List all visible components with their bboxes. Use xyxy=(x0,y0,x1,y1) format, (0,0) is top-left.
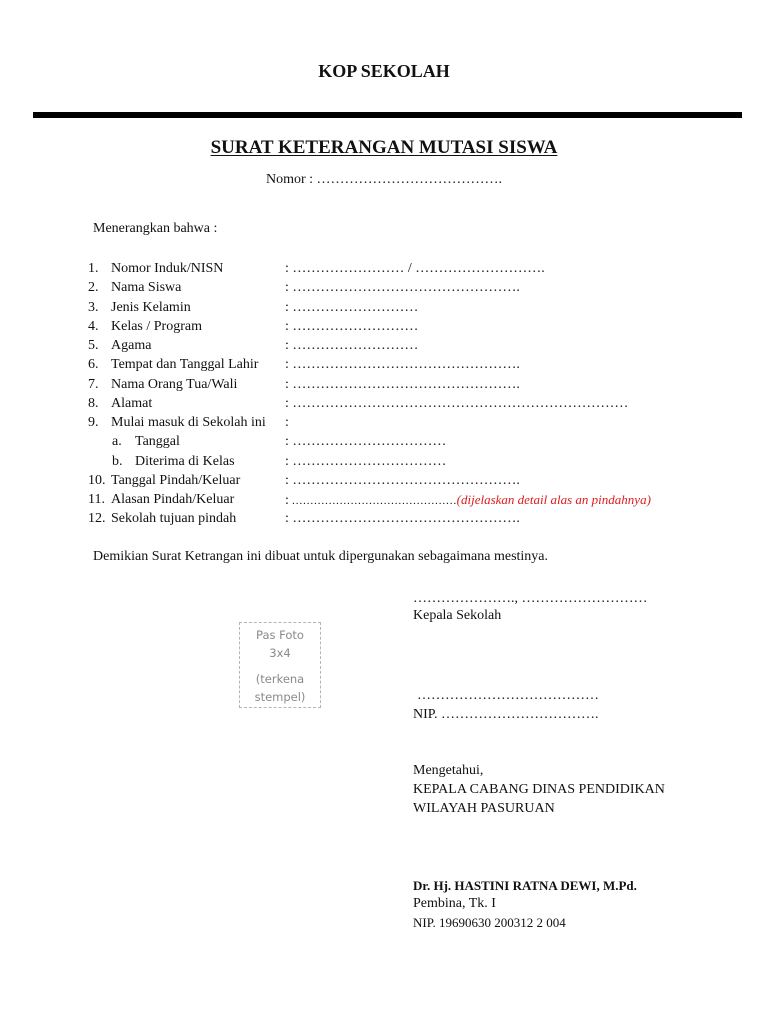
official-rank: Pembina, Tk. I xyxy=(413,896,496,911)
item-label: Diterima di Kelas xyxy=(135,453,235,469)
photo-note-1: (terkena xyxy=(255,672,305,686)
info-row xyxy=(88,259,728,278)
photo-label: Pas Foto xyxy=(256,628,304,642)
principal-role: Kepala Sekolah xyxy=(413,608,502,623)
item-value-text: : …………………… / ………………………. xyxy=(285,261,545,276)
item-value-text: : ……………………… xyxy=(285,338,419,353)
item-number: 8. xyxy=(88,395,99,411)
info-row xyxy=(88,432,728,451)
office-line-1: KEPALA CABANG DINAS PENDIDIKAN xyxy=(413,782,665,797)
item-number: 12. xyxy=(88,511,106,527)
item-number: 4. xyxy=(88,318,99,334)
item-value-placeholder xyxy=(285,278,520,297)
item-value-placeholder xyxy=(285,490,651,511)
item-value-placeholder xyxy=(285,394,628,413)
item-value-text: : …………………………………………. xyxy=(285,280,520,296)
item-value-text: : ……………………………………………………………… xyxy=(285,395,629,411)
item-number: 1. xyxy=(88,261,99,276)
item-label: Kelas / Program xyxy=(111,318,202,334)
header-rule xyxy=(33,112,742,118)
item-value-text: : ……………………… xyxy=(285,299,419,315)
item-number: 7. xyxy=(88,376,99,392)
item-value-dots: ……………………………………… xyxy=(288,495,457,507)
letterhead-title: KOP SEKOLAH xyxy=(318,61,450,81)
principal-nip: NIP. ……………………………. xyxy=(413,707,599,722)
item-value-placeholder xyxy=(285,355,520,374)
item-number: 10. xyxy=(88,472,106,488)
info-row xyxy=(88,452,728,471)
office-line-2: WILAYAH PASURUAN xyxy=(413,801,555,816)
item-label: Nama Siswa xyxy=(111,280,182,296)
item-label: Mulai masuk di Sekolah ini xyxy=(111,415,266,430)
item-number: 6. xyxy=(88,357,99,373)
item-number: 9. xyxy=(88,415,99,430)
item-number: 3. xyxy=(88,299,99,315)
item-label: Sekolah tujuan pindah xyxy=(111,511,237,527)
info-row xyxy=(88,471,728,490)
item-number: a. xyxy=(112,434,122,450)
item-label: Tempat dan Tanggal Lahir xyxy=(111,357,259,373)
item-label: Alamat xyxy=(111,395,153,411)
item-value-text: : …………………………… xyxy=(285,453,447,469)
info-row xyxy=(88,375,728,394)
item-label: Tanggal xyxy=(135,434,180,450)
item-label: Jenis Kelamin xyxy=(111,299,191,315)
item-label: Agama xyxy=(111,338,152,353)
info-row xyxy=(88,394,728,413)
info-row xyxy=(88,355,728,374)
item-value-placeholder xyxy=(285,413,289,432)
item-value-text: : xyxy=(285,493,289,508)
item-value-placeholder xyxy=(285,471,520,490)
item-value-placeholder xyxy=(285,509,520,528)
item-value-placeholder xyxy=(285,259,545,278)
photo-note-2: stempel) xyxy=(254,690,306,704)
item-number: 2. xyxy=(88,280,99,296)
acknowledge-label: Mengetahui, xyxy=(413,763,484,778)
intro-text: Menerangkan bahwa : xyxy=(93,221,218,236)
item-value-text: : xyxy=(285,415,289,430)
official-nip: NIP. 19690630 200312 2 004 xyxy=(413,915,566,930)
item-value-text: : …………………………… xyxy=(285,434,447,450)
item-number: 5. xyxy=(88,338,99,353)
info-row xyxy=(88,490,728,509)
official-name: Dr. Hj. HASTINI RATNA DEWI, M.Pd. xyxy=(413,878,637,893)
principal-name-line: ………………………………… xyxy=(417,688,599,703)
item-value-placeholder xyxy=(285,375,520,394)
item-number: b. xyxy=(112,453,123,469)
item-value-text: : …………………………………………. xyxy=(285,357,520,373)
item-value-note: (dijelaskan detail alas an pindahnya) xyxy=(456,492,651,507)
item-value-text: : …………………………………………. xyxy=(285,511,520,527)
item-label: Alasan Pindah/Keluar xyxy=(111,492,235,507)
info-row xyxy=(88,278,728,297)
info-row xyxy=(88,298,728,317)
item-label: Tanggal Pindah/Keluar xyxy=(111,472,241,488)
item-value-placeholder xyxy=(285,432,446,451)
photo-size: 3x4 xyxy=(269,646,291,660)
item-label: Nomor Induk/NISN xyxy=(111,261,224,276)
photo-placeholder xyxy=(239,622,321,708)
item-number: 11. xyxy=(88,492,105,507)
place-date-line: …………………., ……………………… xyxy=(413,591,648,606)
item-value-placeholder xyxy=(285,336,418,355)
document-number: Nomor : …………………………………. xyxy=(265,172,503,187)
item-value-text: : ……………………… xyxy=(285,318,419,334)
info-row xyxy=(88,336,728,355)
item-value-placeholder xyxy=(285,317,418,336)
item-value-text: : …………………………………………. xyxy=(285,472,520,488)
item-label: Nama Orang Tua/Wali xyxy=(111,376,238,392)
info-row xyxy=(88,317,728,336)
document-title: SURAT KETERANGAN MUTASI SISWA xyxy=(210,137,558,158)
closing-statement: Demikian Surat Ketrangan ini dibuat untuk dipergunakan sebagaimana mestinya. xyxy=(93,549,549,564)
info-row xyxy=(88,509,728,528)
item-value-text: : …………………………………………. xyxy=(285,376,520,392)
item-value-placeholder xyxy=(285,452,446,471)
info-row xyxy=(88,413,728,432)
item-value-placeholder xyxy=(285,298,418,317)
